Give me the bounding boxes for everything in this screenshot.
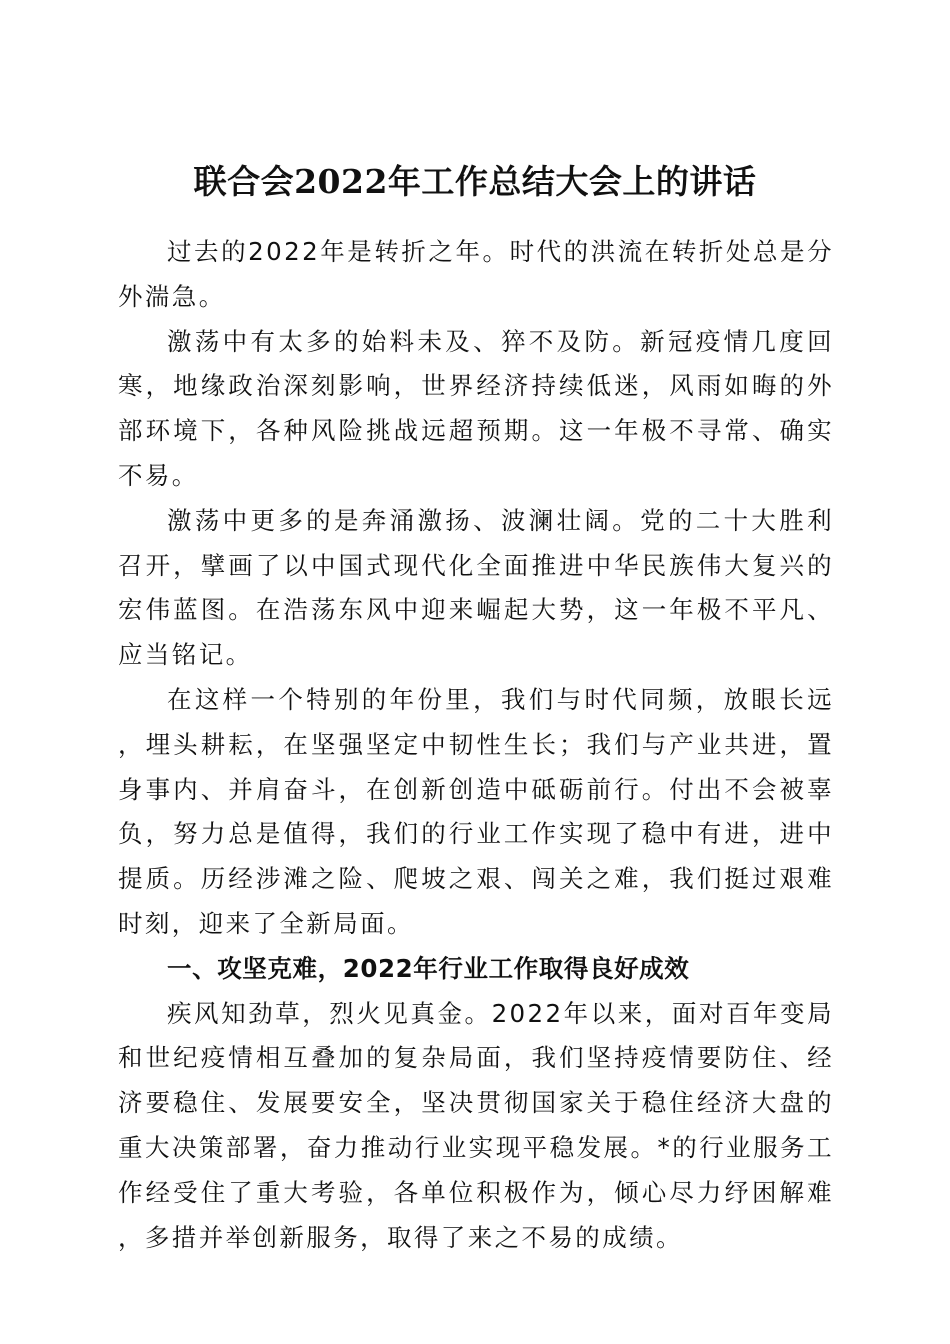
paragraph-progress: 在这样一个特别的年份里，我们与时代同频，放眼长远，埋头耕耘，在坚强坚定中韧性生长；我们与产业共进，置身事内、并肩奋斗，在创新创造中砥砺前行。付出不会被辜负，努力总是值得，我们的行业工作实现了稳中有进，进中提质。历经涉滩之险、爬坡之艰、闯关之难，我们挺过艰难时刻，迎来了全新局面。: [118, 684, 834, 938]
paragraph-section-one: 疾风知劲草，烈火见真金。2022年以来，面对百年变局和世纪疫情相互叠加的复杂局面，我们坚持疫情要防住、经济要稳住、发展要安全，坚决贯彻国家关于稳住经济大盘的重大决策部署，奋力推动行业实现平稳发展。*的行业服务工作经受住了重大考验，各单位积极作为，倾心尽力纾困解难，多措并举创新服务，取得了来之不易的成绩。: [118, 998, 834, 1252]
document-body: [118, 230, 834, 1260]
paragraph-challenges: 激荡中有太多的始料未及、猝不及防。新冠疫情几度回寒，地缘政治深刻影响，世界经济持续低迷，风雨如晦的外部环境下，各种风险挑战远超预期。这一年极不寻常、确实不易。: [118, 326, 834, 490]
section-heading: 一、攻坚克难，2022年行业工作取得良好成效: [167, 953, 690, 983]
paragraph-achievements: 激荡中更多的是奔涌激扬、波澜壮阔。党的二十大胜利召开，擘画了以中国式现代化全面推进中华民族伟大复兴的宏伟蓝图。在浩荡东风中迎来崛起大势，这一年极不平凡、应当铭记。: [118, 505, 834, 670]
paragraph-intro: 过去的2022年是转折之年。时代的洪流在转折处总是分外湍急。: [118, 237, 834, 311]
page-title: 联合会2022年工作总结大会上的讲话: [193, 162, 757, 202]
